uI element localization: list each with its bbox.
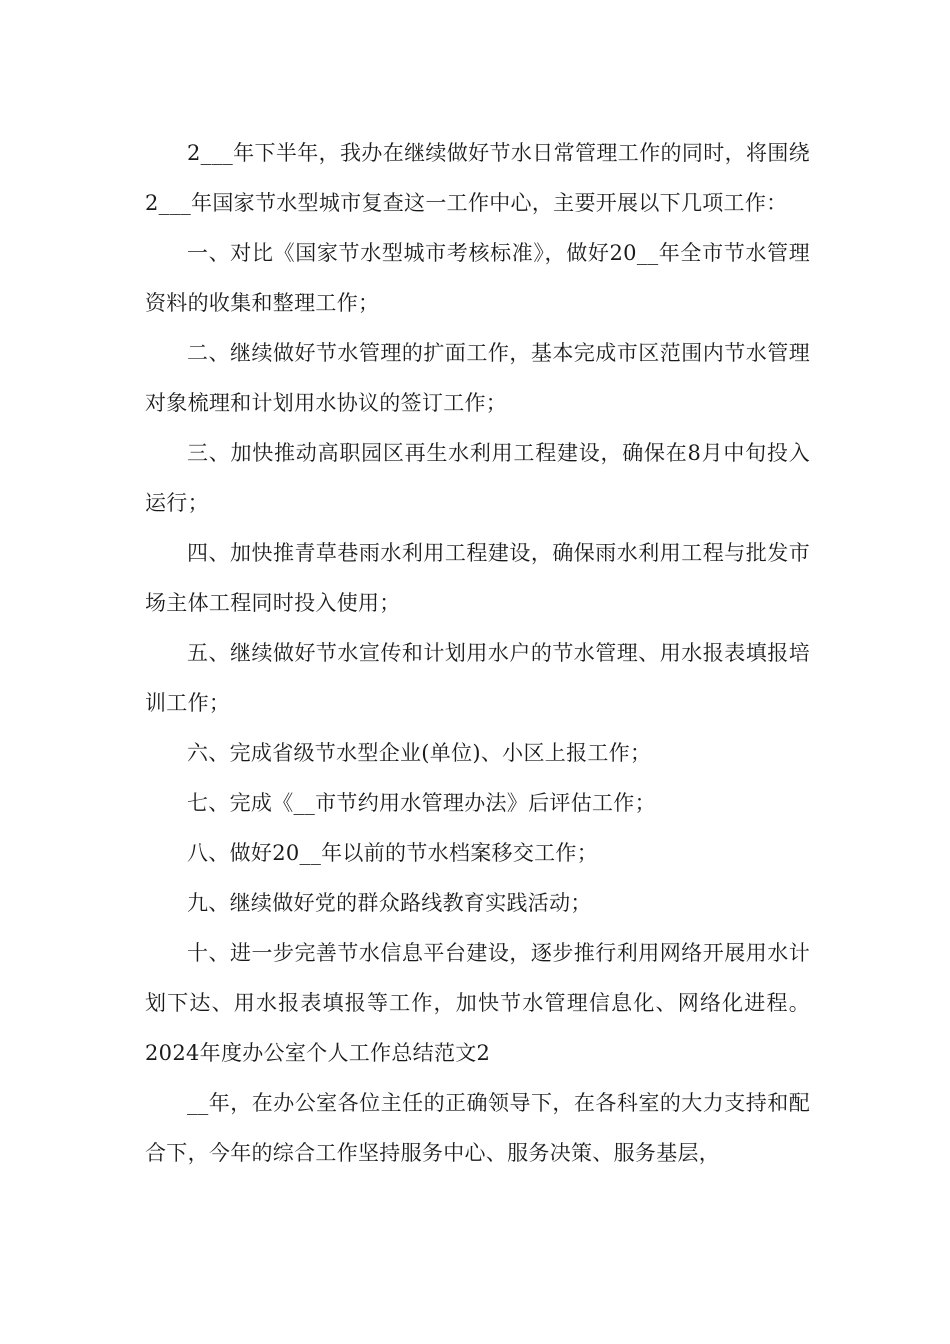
- paragraph-item-5: 五、继续做好节水宣传和计划用水户的节水管理、用水报表填报培训工作；: [145, 641, 810, 715]
- paragraph-item-8: 八、做好20__年以前的节水档案移交工作；: [187, 841, 599, 865]
- paragraph-item-7: 七、完成《__市节约用水管理办法》后评估工作；: [187, 791, 656, 815]
- paragraph-item-1: 一、对比《国家节水型城市考核标准》，做好20__年全市节水管理资料的收集和整理工作；: [145, 241, 810, 315]
- paragraph-item-2: 二、继续做好节水管理的扩面工作，基本完成市区范围内节水管理对象梳理和计划用水协议的签订工作；: [145, 341, 810, 415]
- paragraph-item-3: 三、加快推动高职园区再生水利用工程建设，确保在8月中旬投入运行；: [145, 441, 810, 515]
- document-body: [145, 128, 810, 1178]
- paragraph-item-9: 九、继续做好党的群众路线教育实践活动；: [187, 891, 592, 915]
- paragraph-intro: 2___年下半年，我办在继续做好节水日常管理工作的同时，将围绕2___年国家节水型城市复查这一工作中心，主要开展以下几项工作：: [145, 141, 810, 215]
- paragraph-item-4: 四、加快推青草巷雨水利用工程建设，确保雨水利用工程与批发市场主体工程同时投入使用；: [145, 541, 810, 615]
- paragraph-summary: __年，在办公室各位主任的正确领导下，在各科室的大力支持和配合下，今年的综合工作坚持服务中心、服务决策、服务基层，: [145, 1091, 810, 1165]
- paragraph-item-10: 十、进一步完善节水信息平台建设，逐步推行利用网络开展用水计划下达、用水报表填报等工作，加快节水管理信息化、网络化进程。2024年度办公室个人工作总结范文2: [145, 941, 810, 1065]
- paragraph-item-6: 六、完成省级节水型企业(单位)、小区上报工作；: [187, 741, 652, 765]
